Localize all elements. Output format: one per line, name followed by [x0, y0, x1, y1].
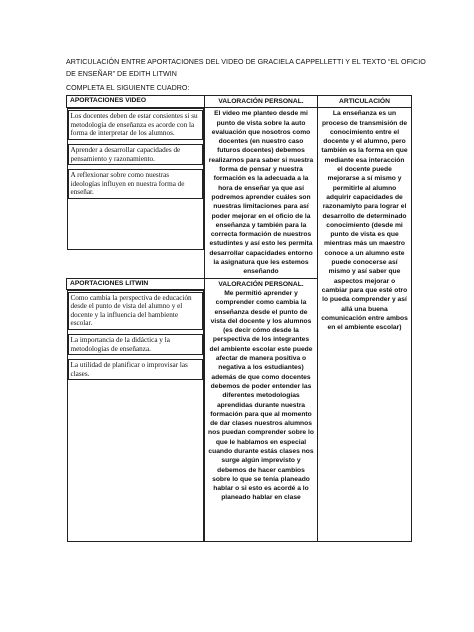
header-litwin: APORTACIONES LITWIN [67, 278, 205, 289]
document-title: ARTICULACIÓN ENTRE APORTACIONES DEL VIDEO DE GRACIELA CAPPELLETTI Y EL TEXTO “EL OFICIO DE ENSEÑAR” DE EDITH LITWIN [66, 58, 426, 78]
litwin-item-1: Como cambia la perspectiva de educación desde el punto de vista del alumno y el docente y la influencia del hambiente escolar. [68, 292, 204, 330]
header-valoracion: VALORACIÓN PERSONAL. [205, 96, 318, 108]
video-item-3: A reflexionar sobre como nuestras ideologías influyen en nuestra forma de enseñar. [68, 169, 204, 199]
comparison-table [66, 95, 412, 542]
video-item-2: Aprender a desarrollar capacidades de pensamiento y razonamiento. [68, 144, 204, 165]
articulacion-text: La enseñanza es un proceso de transmisión de conocimiento entre el docente y el alumno, pero también es la forma en que mediante esa interacción el docente puede mejorarse a sí mismo y permitirle al alumno adquirir capacidades de razonamiyto para lograr el desarrollo de determinado conocimiento (desde mi punto de vista es que mientras más un maestro conoce a un alumno este puede conocerse así mismo y así saber que aspectos mejorar o cambiar para que esté otro lo pueda comprender y así allá una buena comunicación entre ambos en el ambiente escolar) [318, 108, 412, 542]
litwin-item-2: La importancia de la didáctica y la metodologías de enseñanza. [68, 334, 204, 355]
valoracion-text: El video me planteo desde mi punto de vista sobre la auto evaluación que nosotros como docentes (en nuestro caso futuros docentes) debemos realizarnos para saber si nuestra forma de pensar y nuestra formación es la adecuada a la hora de enseñar ya que así podremos aprender cuáles son nuestras limitaciones para así poder mejorar en el oficio de la enseñanza y también para la correcta formación de nuestros estudintes y así esto les permita desarrollar capacidades entorno la asignatura que les estemos enseñando [205, 108, 318, 278]
valoracion2-text: Me permitió aprender y comprender como cambia la enseñanza desde el punto de vista del docente y los alumnos (es decir cómo desde la perspectiva de los integrantes del ambiente escolar este puede afectar de manera positiva o negativa a los estudiantes) además de que como docentes debemos de poder entender las diferentes metodologías aprendidas durante nuestra formación para que al momento de dar clases nuestros alumnos nos puedan comprender sobre lo que le hablamos en especial cuando durante estás clases nos surge algún imprevisto y debemos de hacer cambios sobre lo que se tenía planeado hablar o si esto es acordé a lo planeado hablar en clase [208, 289, 314, 502]
video-item-1: Los docentes deben de estar consientes si su metodología de enseñanza es acorde con la forma de interpretar de los alumnos. [68, 110, 204, 140]
valoracion2-cell [205, 278, 318, 542]
document-subtitle: COMPLETA EL SIGUIENTE CUADRO: [66, 84, 190, 92]
litwin-item-3: La utilidad de planificar o improvisar las clases. [68, 359, 204, 380]
video-items-cell [67, 108, 205, 250]
header-video: APORTACIONES VIDEO [67, 96, 205, 108]
header-valoracion2: VALORACIÓN PERSONAL. [218, 280, 304, 288]
litwin-items-cell [67, 290, 205, 542]
header-articulacion: ARTICULACIÓN [318, 96, 412, 108]
